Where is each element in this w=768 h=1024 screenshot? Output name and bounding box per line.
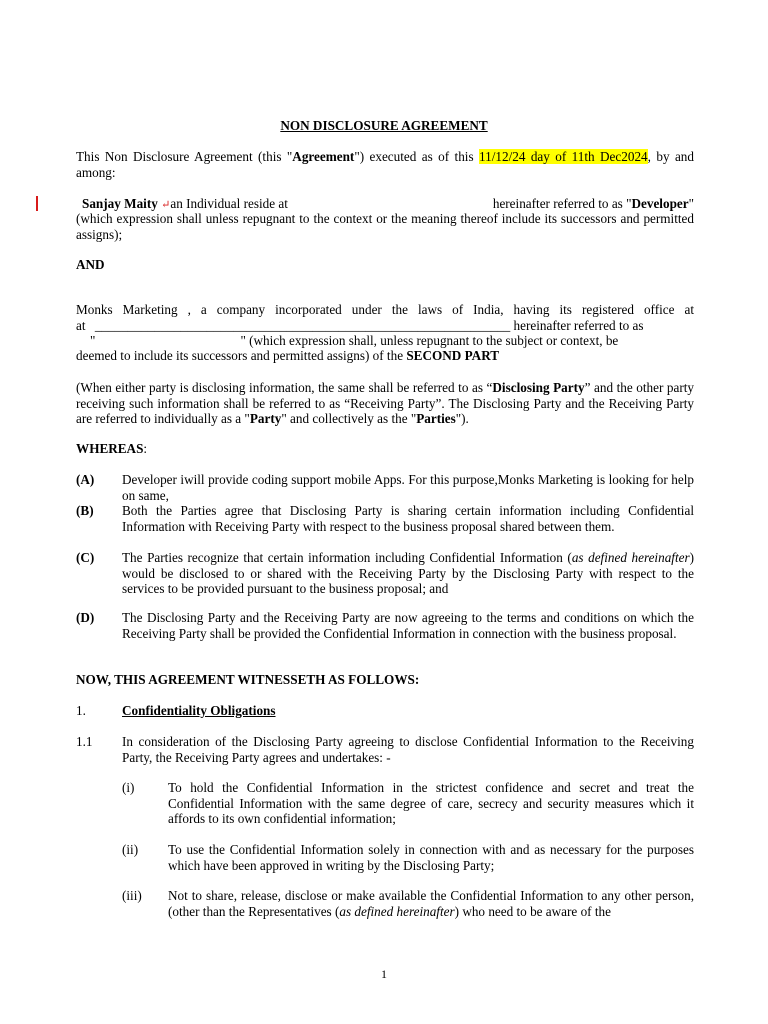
subclause-iii-label: (iii) [122,888,142,903]
parties-term: Parties [416,411,456,427]
developer-reside-text: an Individual reside at [170,196,288,211]
highlighted-date: 11/12/24 day of 11th Dec2024 [479,149,648,164]
whereas-heading [76,441,694,457]
page-number: 1 [381,967,387,981]
recital-a-label: (A) [76,472,95,487]
defs-text-2: ” and the other party receiving such information shall be referred to as “Receiving Party”. The Disclosing Party and the Receiving Party are referred to individually as a " [76,380,694,427]
return-arrow-icon: ↵ [161,199,171,211]
second-part-term: SECOND PART [406,348,500,363]
defs-text-3: " and collectively as the " [281,411,417,427]
recital-a-text: Developer iwill provide coding support mobile Apps. For this purpose,Monks Marketing is looking for help on same, [122,472,694,503]
definitions-paragraph [76,380,694,427]
subclause-iii-text-2: ) who need to be aware of the [454,903,611,919]
clause-1-1-text: In consideration of the Disclosing Party agreeing to disclose Confidential Information to the Receiving Party, the Receiving Party agrees and undertakes: - [122,734,694,765]
recital-c-italic: as defined hereinafter [571,550,690,565]
intro-text-3: , by and among: [76,149,694,180]
recital-c-text-1: The Parties recognize that certain information including Confidential Information ( [122,550,572,565]
subclause-ii-text: To use the Confidential Information solely in connection with and as necessary for the purposes which have been approved in writing by the Disclosing Party; [168,842,694,873]
developer-expression: (which expression shall unless repugnant to the context or the meaning thereof include its successors and permitted assigns); [76,211,694,242]
defs-text-1: (When either party is disclosing information, the same shall be referred to as “ [76,380,493,395]
subclause-i-text: To hold the Confidential Information in the strictest confidence and secret and treat the Confidential Information with the same degree of care, secrecy and security measures which it affords to its own confidential information; [168,780,694,827]
company-line-3: " " (which expression shall, unless repugnant to the subject or context, be [90,333,619,348]
recital-c-label: (C) [76,550,95,565]
company-successors-text: deemed to include its successors and permitted assigns) of the [76,348,407,363]
text-cursor [36,196,38,211]
recital-d-text: The Disclosing Party and the Receiving Party are now agreeing to the terms and conditions on which the Receiving Party shall be provided the Confidential Information in connection with the business proposal. [122,610,694,641]
intro-paragraph [76,149,694,180]
intro-text-2: ") executed as of this [354,149,480,164]
company-line-1: Monks Marketing , a company incorporated under the laws of India, having its registered office at [76,302,694,317]
document-title: NON DISCLOSURE AGREEMENT [280,118,488,133]
company-ref-text: hereinafter referred to as [513,318,644,333]
developer-name: Sanjay Maity [82,196,158,211]
recital-d-label: (D) [76,610,95,625]
subclause-i-label: (i) [122,780,135,795]
company-line-4 [76,348,694,364]
party-term: Party [249,411,282,427]
section-1-title: Confidentiality Obligations [122,703,276,718]
whereas-label: WHEREAS [76,441,144,456]
disclosing-party-term: Disclosing Party [492,380,585,395]
subclause-iii-italic: as defined hereinafter [339,903,455,919]
witnesseth-heading: NOW, THIS AGREEMENT WITNESSETH AS FOLLOWS: [76,672,420,687]
recital-c-text-2: ) would be disclosed to or shared with the Receiving Party by the Disclosing Party with respect to the services to be provided pursuant to the business proposal; and [122,550,695,597]
recital-c-text [122,550,694,597]
subclause-iii-text-1: Not to share, release, disclose or make available the Confidential Information to any other person, (other than the Representatives ( [168,888,694,919]
company-line-2 [76,318,694,334]
recital-b-label: (B) [76,503,94,518]
developer-ref-close: " [688,196,694,211]
and-heading: AND [76,257,105,272]
intro-text-1: This Non Disclosure Agreement (this " [76,149,293,164]
developer-reference [463,196,694,212]
whereas-colon: : [143,441,148,456]
subclause-ii-label: (ii) [122,842,139,857]
defs-text-4: "). [455,411,469,427]
recital-b-text: Both the Parties agree that Disclosing Party is sharing certain information including Confidential Information with Receiving Party with respect to the business proposal shared between them. [122,503,694,534]
section-1-number: 1. [76,703,86,718]
subclause-iii-text [168,888,694,919]
intro-agreement-term: Agreement [292,149,355,164]
developer-term: Developer [631,196,689,211]
clause-1-1-number: 1.1 [76,734,93,749]
company-address-blank: _______________________________________________________________ [94,318,511,333]
developer-ref-text: hereinafter referred to as " [492,196,632,211]
company-at: at [76,318,86,333]
